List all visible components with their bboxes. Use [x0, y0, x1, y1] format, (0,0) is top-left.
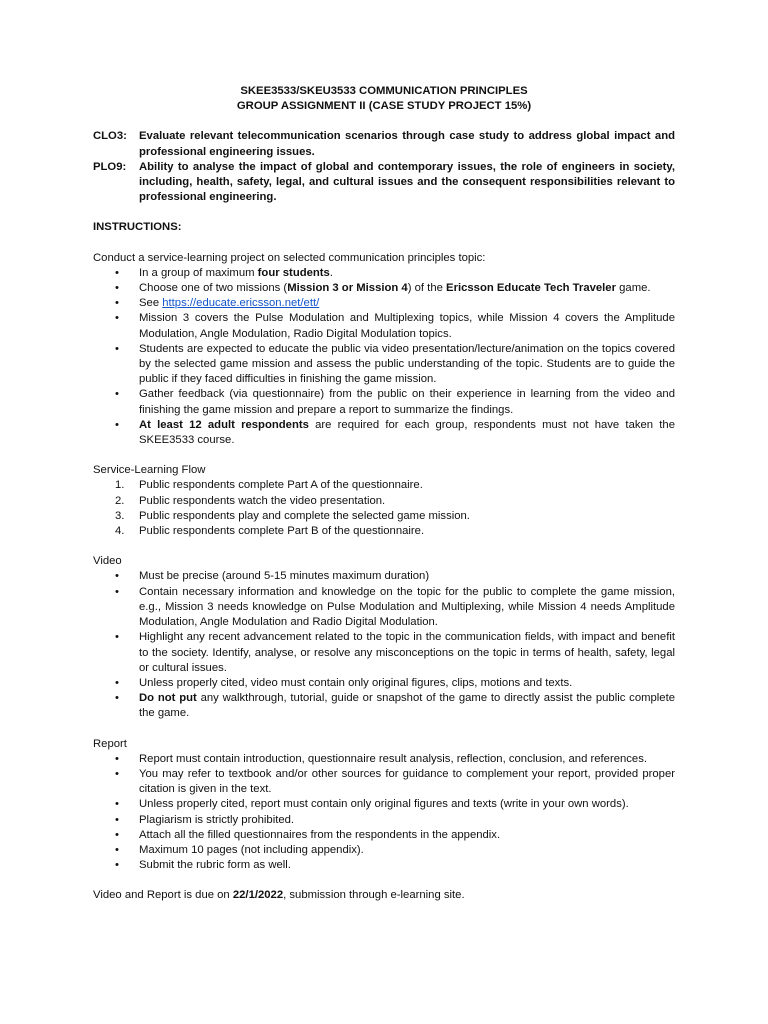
flow-list [93, 478, 675, 539]
due-text: Video and Report is due on [93, 889, 233, 902]
item-text: Public respondents complete Part A of the questionnaire. [139, 479, 423, 492]
bullet-icon: • [115, 282, 119, 295]
list-item [93, 828, 675, 843]
list-item [93, 494, 675, 509]
list-item [93, 311, 675, 341]
item-text: Report must contain introduction, questionnaire result analysis, reflection, conclusion, and references. [139, 752, 648, 765]
bullet-icon: • [115, 752, 119, 765]
bullet-icon: • [115, 859, 119, 872]
outcome-text: Evaluate relevant telecommunication scenarios through case study to address global impact and professional engineering issues. [139, 130, 675, 158]
outcome-clo3 [93, 129, 675, 159]
list-item [93, 585, 675, 631]
item-text: Unless properly cited, report must contain only original figures and texts (write in your own words). [139, 798, 629, 811]
item-text: In a group of maximum [139, 266, 258, 279]
item-text: Unless properly cited, video must contain only original figures, clips, motions and texts. [139, 676, 573, 689]
item-text: . [329, 266, 333, 279]
list-item [93, 281, 675, 296]
list-item [93, 342, 675, 388]
instructions-heading: INSTRUCTIONS: [93, 221, 182, 234]
list-item [93, 691, 675, 721]
video-list [93, 569, 675, 721]
due-text: , submission through e-learning site. [283, 889, 465, 902]
document-title-line2: GROUP ASSIGNMENT II (CASE STUDY PROJECT 15%) [236, 100, 532, 113]
item-text: Students are expected to educate the public via video presentation/lecture/animation on the topics covered by the selected game mission and assess the public understanding of the topic. Students are to guide the public if they faced difficulties in finishing the game mission. [139, 342, 675, 386]
list-item [93, 752, 675, 767]
report-heading: Report [93, 737, 127, 750]
bullet-icon: • [115, 266, 119, 279]
list-item [93, 858, 675, 873]
item-text: Public respondents play and complete the selected game mission. [139, 509, 470, 522]
video-heading: Video [93, 555, 122, 568]
learning-outcomes [93, 129, 675, 205]
bullet-icon: • [115, 813, 119, 826]
list-item [93, 296, 675, 311]
item-text: Must be precise (around 5-15 minutes maximum duration) [139, 570, 430, 583]
list-item [93, 843, 675, 858]
item-text: Gather feedback (via questionnaire) from the public on their experience in learning from the video and finishing the game mission and prepare a report to summarize the findings. [139, 388, 675, 416]
bullet-icon: • [115, 570, 119, 583]
bullet-icon: • [115, 418, 119, 431]
item-text: Highlight any recent advancement related to the topic in the communication fields, with impact and benefit to the society. Identify, analyse, or resolve any misconceptions on the topic in terms of health, safety, legal or cultural issues. [139, 631, 675, 674]
outcome-text: Ability to analyse the impact of global and contemporary issues, the role of engineers in society, including, health, safety, legal, and cultural issues and the consequent responsibilities relevant to professional engineering. [139, 160, 675, 204]
bullet-icon: • [115, 388, 119, 401]
list-item [93, 478, 675, 493]
list-item [93, 676, 675, 691]
bullet-icon: • [115, 342, 119, 355]
bullet-icon: • [115, 767, 119, 780]
item-text: Maximum 10 pages (not including appendix). [139, 843, 364, 856]
item-text: Contain necessary information and knowledge on the topic for the public to complete the game mission, e.g., Mission 3 needs knowledge on Pulse Modulation and Multiplexing, while Mission 4 needs Amplitude Modulation, Angle Modulation and Radio Digital Modulation. [139, 585, 675, 629]
due-date-note [93, 888, 675, 903]
list-item [93, 509, 675, 524]
item-text: You may refer to textbook and/or other sources for guidance to complement your report, provided proper citation is given in the text. [139, 767, 675, 796]
item-number: 1. [115, 479, 125, 492]
bullet-icon: • [115, 312, 119, 325]
list-item [93, 524, 675, 539]
item-text: Attach all the filled questionnaires from the respondents in the appendix. [139, 828, 501, 841]
item-text: game. [615, 282, 651, 295]
list-item [93, 767, 675, 797]
list-item [93, 569, 675, 584]
item-bold: Mission 3 or Mission 4 [287, 282, 408, 295]
item-text: Public respondents watch the video presentation. [139, 494, 386, 507]
bullet-icon: • [115, 585, 119, 598]
list-item [93, 387, 675, 417]
item-text: Public respondents complete Part B of the questionnaire. [139, 525, 425, 538]
item-text: Plagiarism is strictly prohibited. [139, 813, 295, 826]
bullet-icon: • [115, 798, 119, 811]
item-bold: Ericsson Educate Tech Traveler [446, 282, 616, 295]
flow-heading: Service-Learning Flow [93, 464, 206, 477]
item-bold: Do not put [139, 692, 197, 705]
item-text: any walkthrough, tutorial, guide or snapshot of the game to directly assist the public complete the game. [139, 692, 676, 720]
item-number: 2. [115, 494, 125, 507]
bullet-icon: • [115, 676, 119, 689]
ericsson-educate-link[interactable]: https://educate.ericsson.net/ett/ [162, 297, 320, 310]
bullet-icon: • [115, 843, 119, 856]
item-bold: four students [257, 266, 330, 279]
list-item [93, 813, 675, 828]
item-text: Choose one of two missions ( [139, 282, 288, 295]
bullet-icon: • [115, 692, 119, 705]
item-text: Mission 3 covers the Pulse Modulation and Multiplexing topics, while Mission 4 covers the Amplitude Modulation, Angle Modulation, Radio Digital Modulation topics. [139, 312, 675, 340]
list-item [93, 418, 675, 448]
list-item [93, 266, 675, 281]
report-list [93, 752, 675, 874]
bullet-icon: • [115, 297, 119, 310]
list-item [93, 797, 675, 812]
outcome-plo9 [93, 160, 675, 206]
list-item [93, 630, 675, 676]
instructions-intro: Conduct a service-learning project on selected communication principles topic: [93, 251, 486, 264]
due-date: 22/1/2022 [232, 889, 284, 902]
item-text: are required for each group, respondents must not have taken the SKEE3533 course. [139, 418, 675, 447]
outcome-code: PLO9: [93, 160, 127, 173]
item-number: 3. [115, 509, 125, 522]
outcome-code: CLO3: [93, 130, 127, 143]
item-text: Submit the rubric form as well. [139, 859, 291, 872]
item-text: ) of the [407, 282, 447, 295]
instructions-list [93, 266, 675, 448]
bullet-icon: • [115, 828, 119, 841]
item-text: See [139, 297, 163, 310]
item-number: 4. [115, 525, 125, 538]
bullet-icon: • [115, 631, 119, 644]
item-bold: At least 12 adult respondents [139, 418, 309, 431]
document-title-line1: SKEE3533/SKEU3533 COMMUNICATION PRINCIPLES [240, 85, 528, 97]
